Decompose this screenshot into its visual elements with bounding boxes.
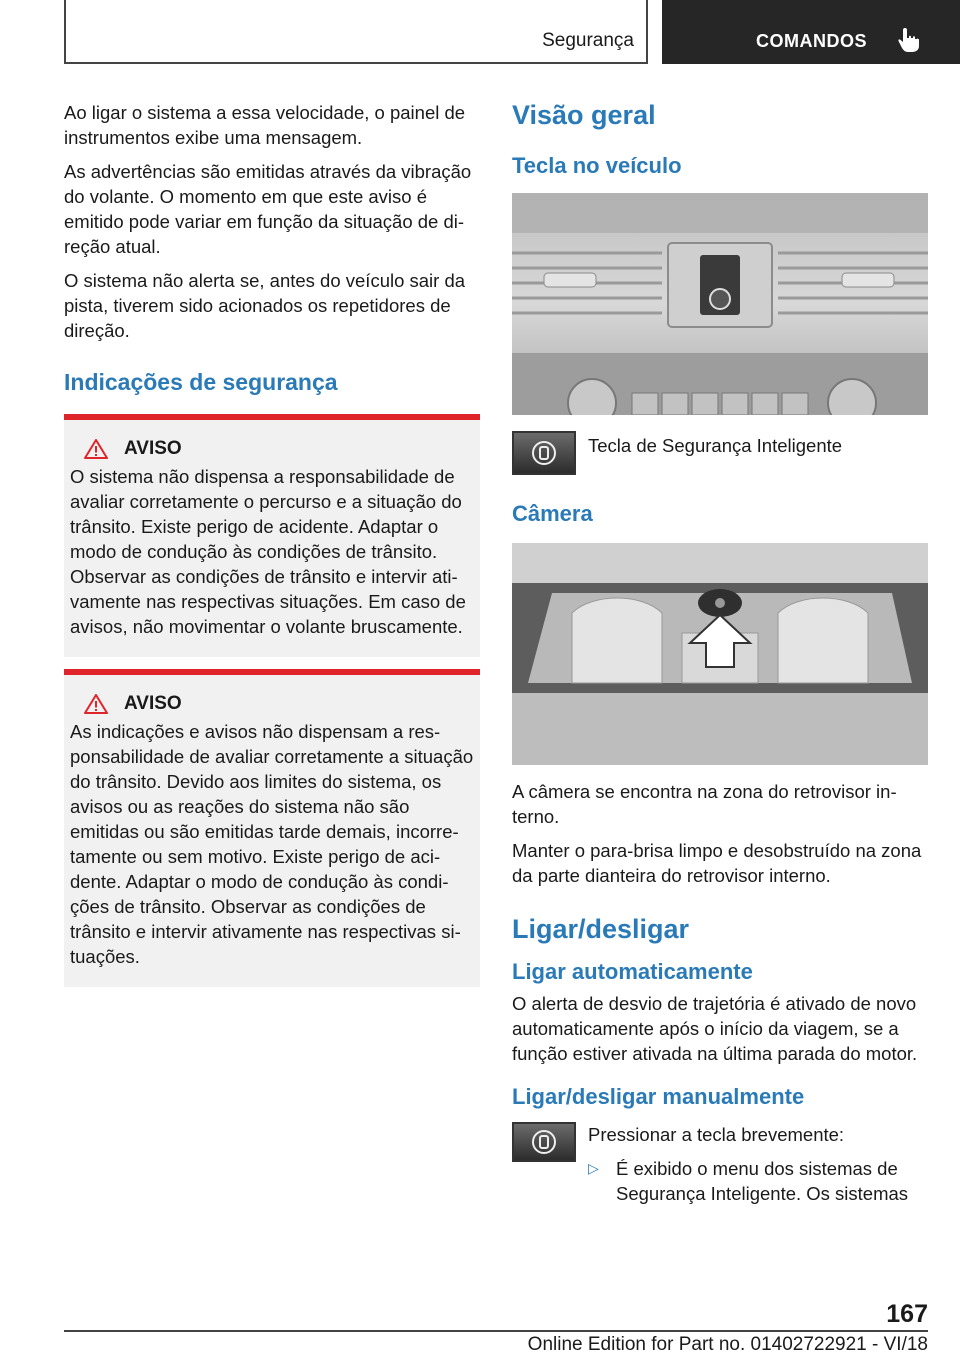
manual-instruction: Pressionar a tecla brevemente: — [588, 1124, 845, 1145]
footer-divider — [64, 1330, 928, 1332]
dashboard-button-photo — [512, 193, 928, 415]
right-column — [512, 100, 928, 1215]
bullet-text: É exibido o menu dos sistemas de Segurança Inteligente. Os sistemas — [616, 1158, 909, 1204]
auto-on-text: O alerta de desvio de trajetória é ativado de novo automaticamente após o início da viagem, se a função estiver ativada na última parada do motor. — [512, 993, 918, 1064]
left-column — [64, 100, 480, 999]
header-chapter-title: COMANDOS — [756, 31, 867, 51]
warning-box-1 — [64, 414, 480, 657]
heading-manual-on-off: Ligar/desligar manualmente — [512, 1084, 805, 1109]
safety-button-icon — [512, 431, 576, 475]
camera-photo — [512, 543, 928, 765]
header-chapter-tab[interactable] — [662, 0, 960, 64]
header-section-title: Segurança — [542, 30, 634, 51]
paragraph-vibration: As advertências são emitidas através da vibração do volante. O momento em que este aviso é emitido pode variar em função da situação de direção atual. — [64, 161, 472, 257]
safety-button-icon — [512, 1122, 576, 1162]
triangle-bullet-icon: ▷ — [588, 1160, 599, 1176]
heading-auto-on: Ligar automaticamente — [512, 959, 753, 984]
warning-box-2 — [64, 669, 480, 987]
heading-overview: Visão geral — [512, 100, 656, 130]
heading-safety-notes: Indicações de segurança — [64, 369, 338, 395]
warning-text: O sistema não dispensa a responsabilidade de avaliar corretamente o percurso e a situação do trânsito. Existe perigo de acidente. Adaptar o modo de condução às condições de trânsito. Observar as condições de trânsito e intervir ativamente nas respectivas situações. Em caso de avisos, não movimentar o volante bruscamente. — [70, 466, 466, 637]
manual-row — [512, 1122, 928, 1215]
camera-location-text: A câmera se encontra na zona do retrovisor interno. — [512, 781, 897, 827]
warning-text: As indicações e avisos não dispensam a responsabilidade de avaliar corretamente a situação do trânsito. Devido aos limites do sistema, os avisos ou as reações do sistema não são emitidas ou são emitidas tarde demais, incorretamente ou sem motivo. Existe perigo de acidente. Adaptar o modo de condução às condições de trânsito. Observar as condições de trânsito e intervir ativamente nas respectivas situações. — [70, 721, 474, 967]
header-section-box — [64, 0, 648, 64]
heading-camera: Câmera — [512, 501, 593, 526]
page-number: 167 — [886, 1300, 928, 1328]
warning-triangle-icon — [84, 439, 108, 459]
warning-triangle-icon — [84, 694, 108, 714]
key-caption: Tecla de Segurança Inteligente — [588, 435, 843, 456]
key-caption-row — [512, 431, 928, 475]
hand-pointer-icon — [896, 26, 922, 54]
warning-title: AVISO — [124, 438, 182, 459]
paragraph-message: Ao ligar o sistema a essa velocidade, o painel de instrumentos exibe uma mensagem. — [64, 102, 466, 148]
list-item — [588, 1156, 928, 1215]
heading-on-off: Ligar/desligar — [512, 914, 690, 944]
heading-vehicle-key: Tecla no veículo — [512, 153, 682, 178]
paragraph-turn-signal: O sistema não alerta se, antes do veículo sair da pista, tiverem sido acionados os repetidores de direção. — [64, 270, 466, 341]
warning-title: AVISO — [124, 693, 182, 714]
footer-edition: Online Edition for Part no. 01402722921 - VI/18 — [527, 1334, 928, 1355]
camera-clean-text: Manter o para-brisa limpo e desobstruído na zona da parte dianteira do retrovisor interno. — [512, 840, 922, 886]
